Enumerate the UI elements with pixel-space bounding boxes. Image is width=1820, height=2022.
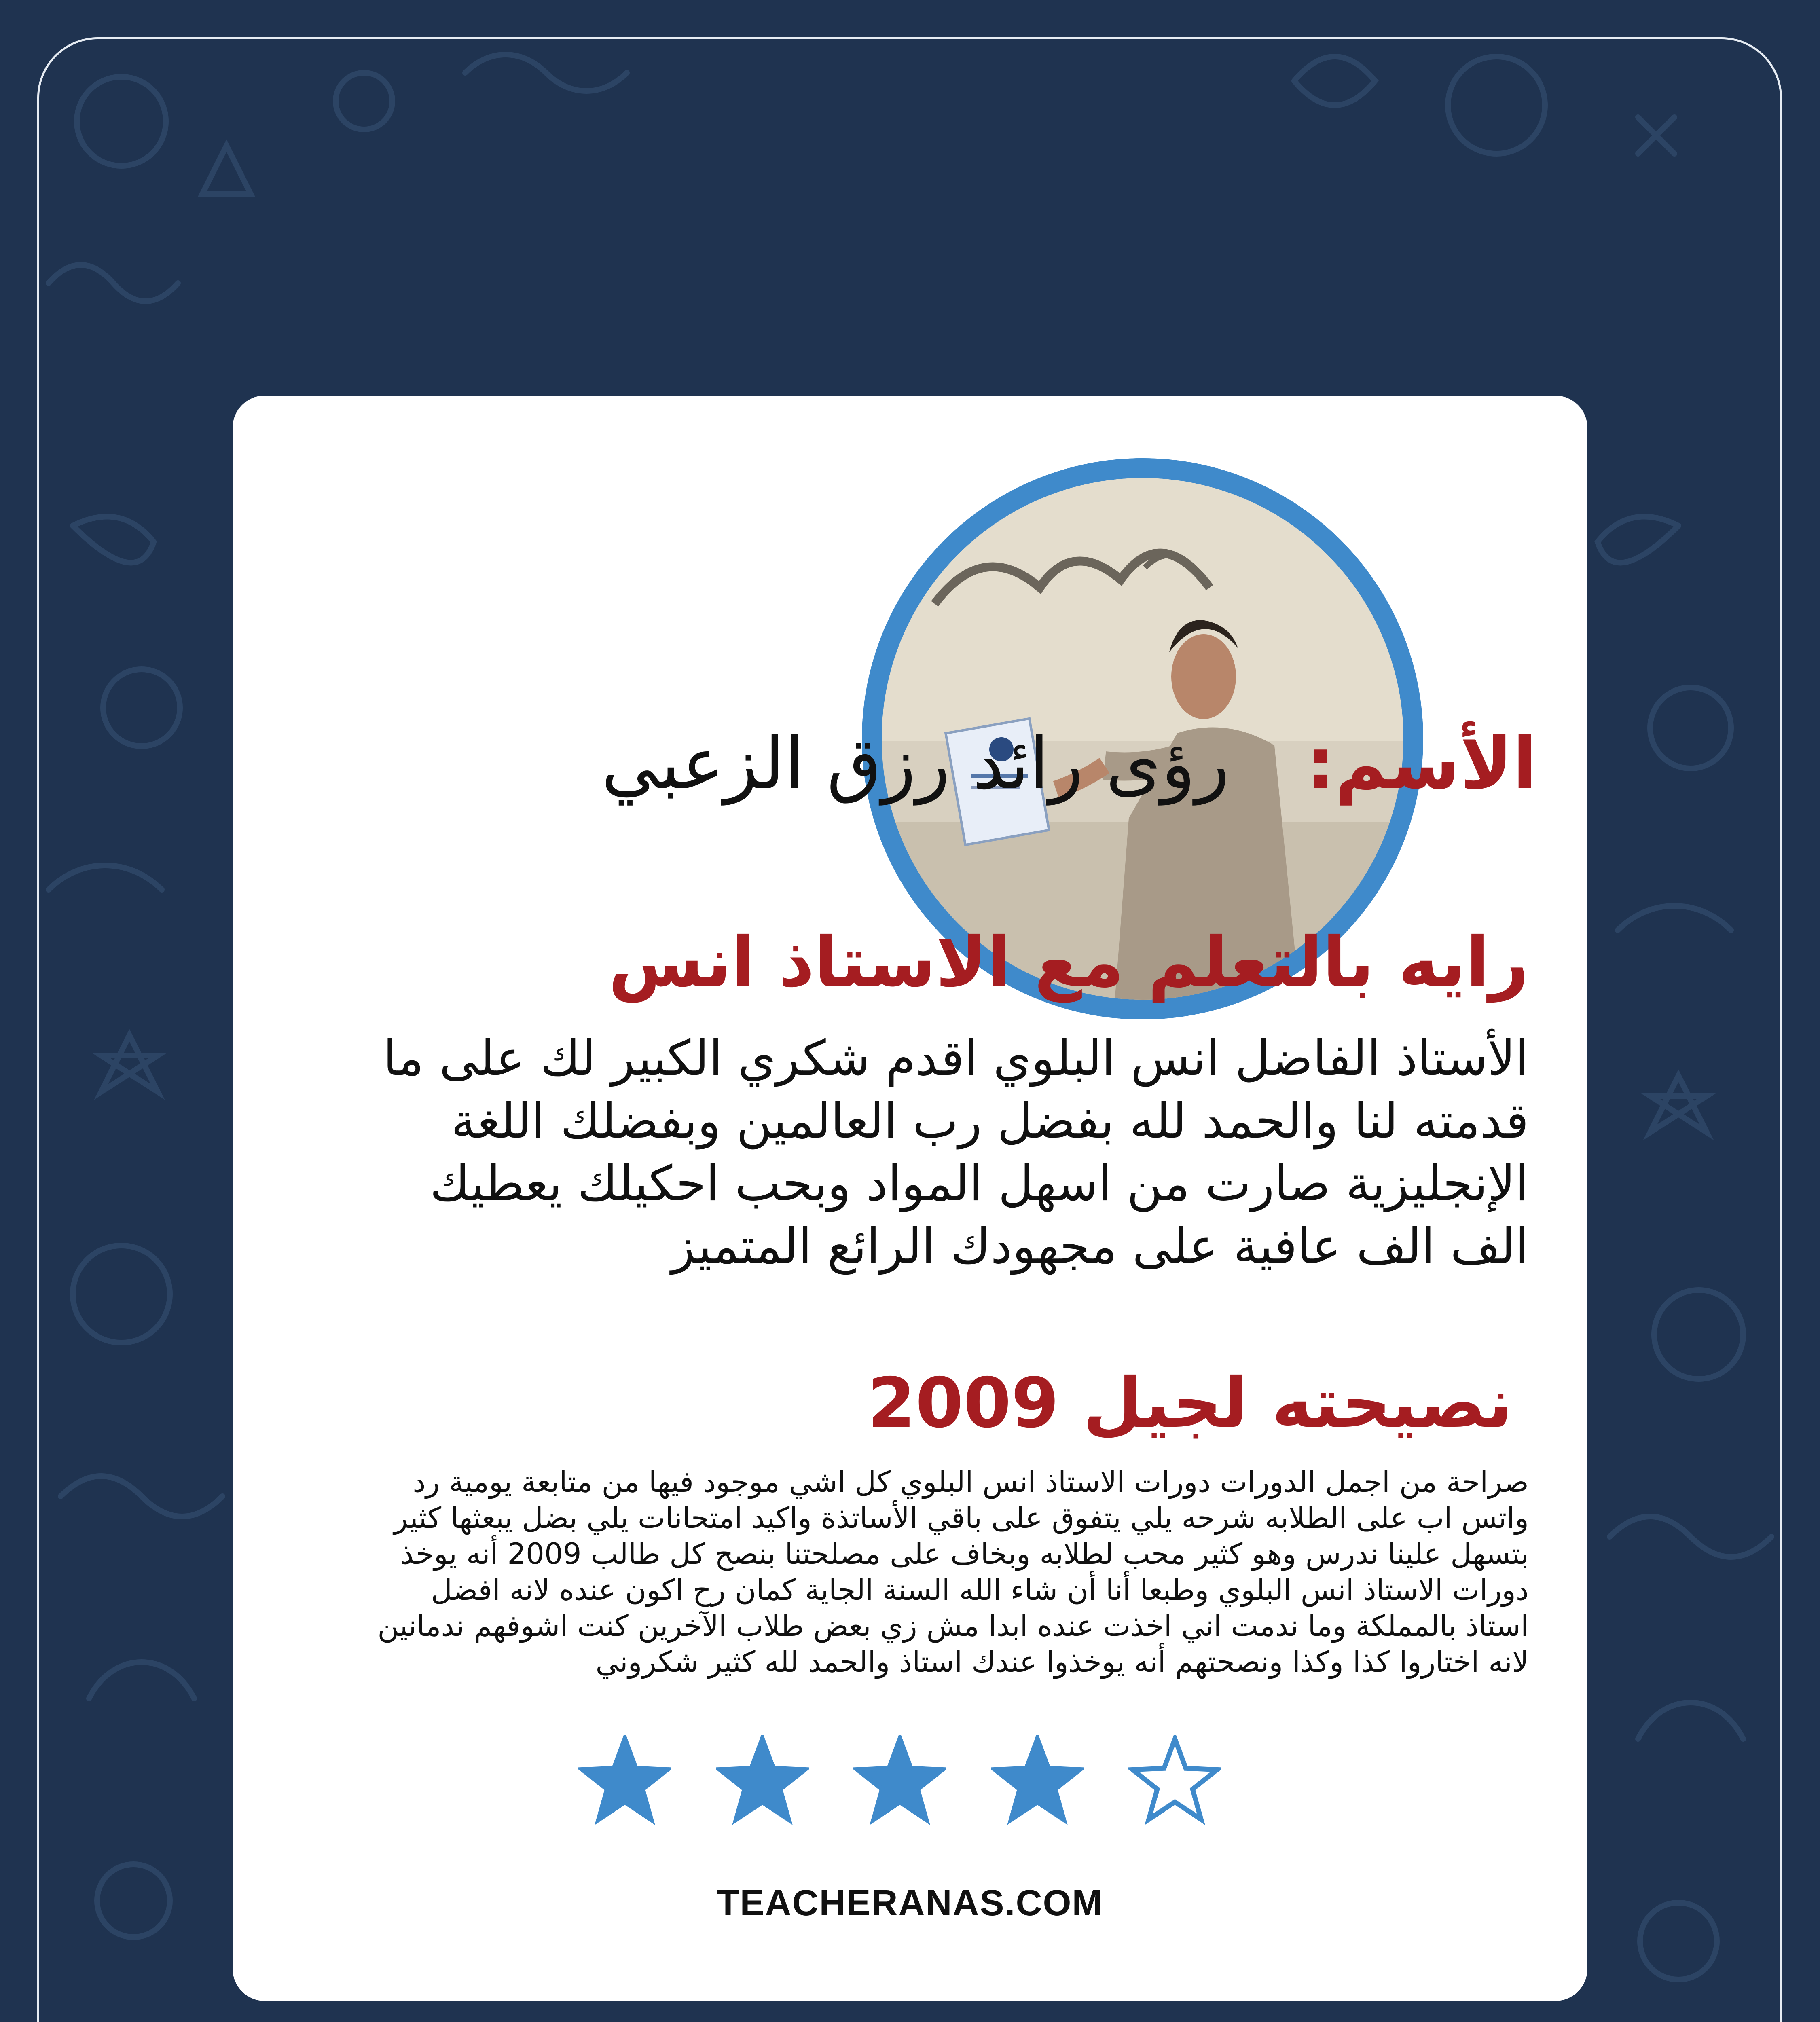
student-name: رؤى رائد رزق الزعبي: [601, 723, 1230, 805]
star-empty-icon: [1128, 1735, 1221, 1828]
advice-text: صراحة من اجمل الدورات دورات الاستاذ انس البلوي كل اشي موجود فيها من متابعة يومية رد واتس اب على الطلابه شرحه يلي يتفوق على باقي الأساتذة واكيد امتحانات يلي بضل يبعثها كثير بتسهل علينا ندرس وهو كثير محب لطلابه وبخاف على مصلحتنا بنصح كل طالب 2009 أنه يوخذ دورات الاستاذ انس البلوي وطبعا أنا أن شاء الله السنة الجاية كمان رح اكون عنده لانه افضل استاذ بالمملكة وما ندمت اني اخذت عنده ابدا مش زي بعض طلاب الآخرين كنت اشوفهم ندمانين لانه اختاروا كذا وكذا ونصحتهم أنه يوخذوا عندك استاذ والحمد لله كثير شكروني: [377, 1465, 1529, 1679]
name-row: [445, 712, 1537, 817]
opinion-title: رايه بالتعلم مع الاستاذ انس: [608, 922, 1529, 1003]
star-filled-icon: [853, 1735, 946, 1828]
name-label: الأسم:: [1306, 723, 1537, 805]
star-filled-icon: [716, 1735, 809, 1828]
website-url: TEACHERANAS.COM: [717, 1883, 1103, 1923]
star-filled-icon: [991, 1735, 1084, 1828]
star-filled-icon: [578, 1735, 671, 1828]
advice-title: نصيحته لجيل 2009: [868, 1363, 1513, 1443]
star-rating: [578, 1735, 1266, 1832]
opinion-text: الأستاذ الفاضل انس البلوي اقدم شكري الكبير لك على ما قدمته لنا والحمد لله بفضل رب العالمين وبفضلك اللغة الإنجليزية صارت من اسهل المواد وبحب احكيلك يعطيك الف الف عافية على مجهودك الرائع المتميز: [383, 1030, 1529, 1275]
